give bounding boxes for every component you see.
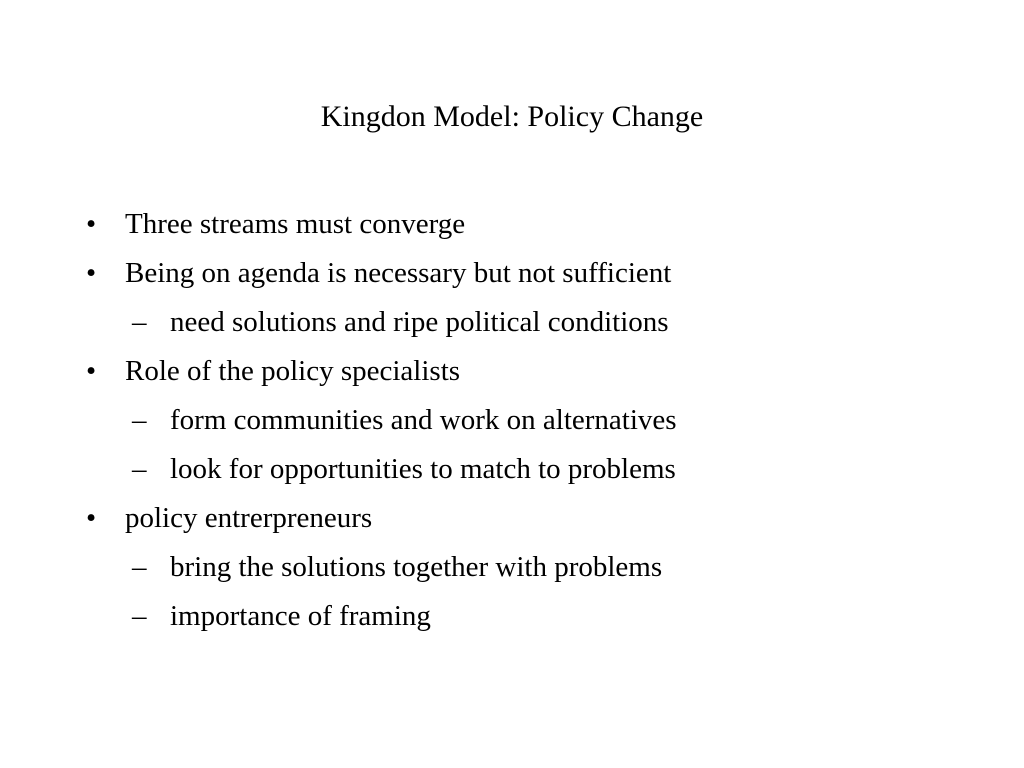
dash-marker: – xyxy=(132,600,147,632)
slide-title: Kingdon Model: Policy Change xyxy=(320,100,704,133)
bullet-item xyxy=(0,250,1024,299)
sub-bullet-text: importance of framing xyxy=(170,600,431,632)
sub-bullet-text: need solutions and ripe political conditions xyxy=(170,306,669,338)
bullet-item xyxy=(0,495,1024,544)
dash-marker: – xyxy=(132,404,147,436)
sub-bullet-item xyxy=(0,446,1024,495)
dash-marker: – xyxy=(132,551,147,583)
bullet-text: Three streams must converge xyxy=(125,208,466,240)
dash-marker: – xyxy=(132,306,147,338)
sub-bullet-item xyxy=(0,544,1024,593)
bullet-item xyxy=(0,348,1024,397)
sub-bullet-text: bring the solutions together with problems xyxy=(170,551,663,583)
bullet-text: policy entrerpreneurs xyxy=(125,502,373,534)
bullet-item xyxy=(0,201,1024,250)
sub-bullet-text: look for opportunities to match to problems xyxy=(170,453,676,485)
bullet-marker: • xyxy=(86,208,97,240)
bullet-marker: • xyxy=(86,257,97,289)
bullet-list xyxy=(0,201,1024,642)
bullet-text: Role of the policy specialists xyxy=(125,355,461,387)
bullet-marker: • xyxy=(86,502,97,534)
sub-bullet-item xyxy=(0,397,1024,446)
sub-bullet-item xyxy=(0,593,1024,642)
bullet-text: Being on agenda is necessary but not sufficient xyxy=(125,257,672,289)
sub-bullet-item xyxy=(0,299,1024,348)
dash-marker: – xyxy=(132,453,147,485)
sub-bullet-text: form communities and work on alternatives xyxy=(170,404,677,436)
bullet-marker: • xyxy=(86,355,97,387)
